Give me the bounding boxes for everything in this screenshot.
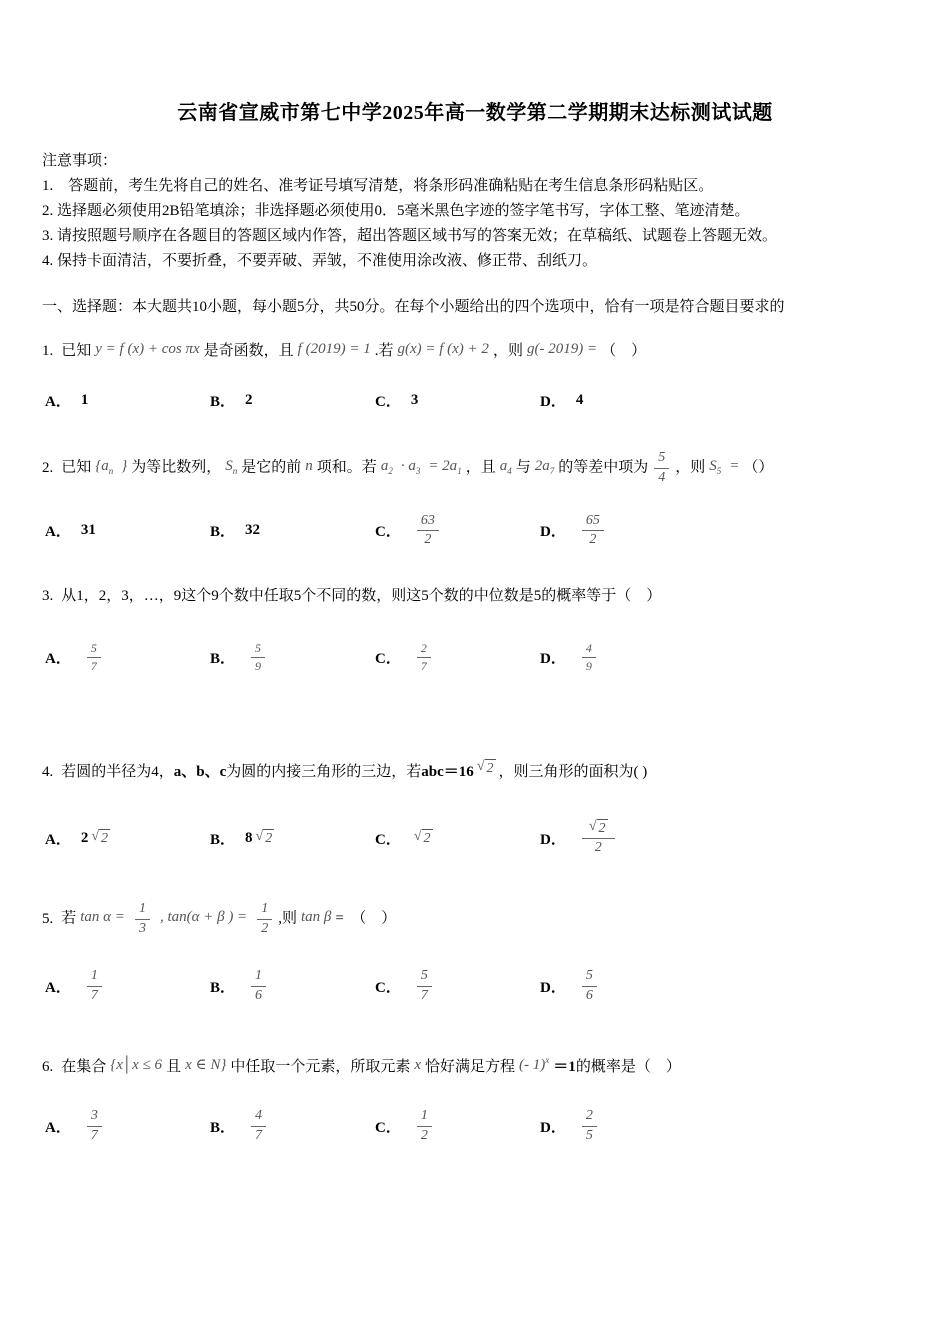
- fraction-numerator: [417, 641, 431, 657]
- fraction-denominator: [417, 658, 431, 673]
- fraction: [251, 968, 266, 1005]
- radical-sign-icon: √: [476, 758, 485, 774]
- text-run: 已知: [61, 343, 92, 359]
- bold-run: 3: [410, 391, 419, 408]
- superscript: x: [545, 1055, 550, 1066]
- bold-run: 4: [575, 391, 584, 408]
- option-label: A．: [45, 524, 71, 541]
- math-run: =: [729, 457, 740, 474]
- text-run: = （ ）: [335, 911, 397, 927]
- fraction-denominator: [87, 1127, 102, 1145]
- option: [540, 1108, 908, 1145]
- math-run: $a_2$: [380, 457, 393, 476]
- math-text: 5: [585, 967, 593, 983]
- bold-run: 2: [245, 391, 253, 408]
- question: [42, 581, 908, 673]
- text-run: ，则三角形的面积为( ): [498, 763, 648, 780]
- radical: [477, 759, 496, 778]
- option-value: [411, 641, 437, 673]
- option-label: D．: [540, 1120, 566, 1137]
- options-row: [42, 968, 908, 1005]
- math-text: 1: [90, 967, 98, 983]
- option-label: A．: [45, 650, 71, 667]
- math-run: x: [414, 1057, 422, 1074]
- fraction-denominator: [417, 531, 439, 549]
- option-value: [411, 829, 436, 848]
- math-text: 3: [138, 921, 146, 937]
- fraction-numerator: [87, 641, 101, 657]
- text-run: ,则: [278, 911, 297, 927]
- fraction-denominator: [417, 1127, 432, 1145]
- text-run: 在集合: [61, 1059, 107, 1076]
- option: [45, 390, 210, 411]
- option-value: [81, 968, 108, 1005]
- option: [45, 641, 210, 673]
- math-run: $2a_7$: [534, 457, 555, 476]
- math-text: 2: [486, 760, 494, 776]
- radicand: [263, 829, 274, 848]
- option-label: A．: [45, 979, 71, 996]
- fraction-denominator: [251, 987, 266, 1005]
- options-row: [42, 641, 908, 673]
- fraction-numerator: [582, 968, 597, 987]
- option-value: [576, 968, 603, 1005]
- fraction: [582, 968, 597, 1005]
- option-label: B．: [210, 979, 236, 996]
- text-run: 为圆的内接三角形的三边，若: [226, 763, 422, 780]
- bold-run: a、b、c: [173, 763, 227, 780]
- option-value: [245, 522, 260, 539]
- question-stem: [42, 450, 908, 487]
- math-run: tan α =: [80, 909, 125, 925]
- fraction-numerator: [87, 1108, 102, 1127]
- option-label: A．: [45, 1120, 71, 1137]
- math-text: 4: [585, 641, 592, 656]
- math-text: 7: [90, 987, 98, 1003]
- option-value: [81, 1108, 108, 1145]
- question-number: 6.: [42, 1059, 54, 1076]
- math-run: x ∈ N}: [185, 1057, 227, 1074]
- options-row: [42, 386, 908, 414]
- section-heading: 一、选择题：本大题共10小题，每小题5分，共50分。在每个小题给出的四个选项中，恰有一项是符合题目要求的: [42, 299, 785, 315]
- question-stem: [42, 1050, 908, 1082]
- math-run: n: [305, 457, 313, 474]
- math-text: 7: [420, 658, 427, 673]
- option: [45, 968, 210, 1005]
- option-label: D．: [540, 393, 566, 410]
- math-text: 63: [420, 512, 435, 528]
- math-run: tan β: [300, 909, 332, 925]
- text-run: 是它的前: [241, 459, 302, 476]
- math-run: f (2019) = 1: [297, 341, 371, 357]
- fraction: [135, 901, 150, 938]
- text-run: 中任取一个元素，所取元素: [230, 1059, 411, 1076]
- math-run: }: [121, 457, 128, 474]
- math-text: 2: [261, 921, 269, 937]
- question-stem: [42, 334, 908, 366]
- option: [375, 513, 540, 550]
- question-number: 5.: [42, 911, 54, 927]
- options-row: [42, 513, 908, 550]
- fraction: [257, 901, 272, 938]
- option-label: B．: [210, 650, 236, 667]
- question-number: 3.: [42, 588, 54, 605]
- text-run: .若: [374, 343, 394, 359]
- fraction-numerator: [582, 1108, 597, 1127]
- math-text: 5: [420, 967, 428, 983]
- bold-run: abc＝16: [421, 763, 474, 780]
- text-run: ，则: [675, 459, 706, 476]
- math-text: 6: [255, 987, 263, 1003]
- fraction: [654, 450, 669, 487]
- fraction-denominator: [87, 987, 102, 1005]
- option: [210, 520, 375, 541]
- option-label: B．: [210, 393, 236, 410]
- radicand: [485, 759, 496, 778]
- fraction-numerator: [417, 1108, 432, 1127]
- math-text: 3: [90, 1108, 98, 1124]
- subscript: n: [108, 465, 114, 476]
- text-run: ，则: [492, 343, 523, 359]
- option-label: D．: [540, 831, 566, 848]
- fraction: [417, 968, 432, 1005]
- option-label: C．: [375, 650, 401, 667]
- text-run: 若圆的半径为4，: [61, 763, 174, 780]
- math-text: 1: [420, 1108, 428, 1124]
- option-label: D．: [540, 979, 566, 996]
- math-run: $S_n$: [225, 457, 238, 476]
- math-run: · $a_3$: [400, 457, 421, 476]
- option: [210, 390, 375, 411]
- option: [45, 828, 210, 849]
- fraction-numerator: [417, 513, 439, 532]
- option: [375, 390, 540, 411]
- text-run: 若: [61, 911, 77, 927]
- radical: [256, 829, 275, 848]
- fraction: [251, 1108, 266, 1145]
- text-run: 为等比数列，: [131, 459, 222, 476]
- option-label: B．: [210, 831, 236, 848]
- subscript: 3: [415, 465, 421, 476]
- option-value: [576, 1108, 603, 1145]
- bold-run: ＝1: [553, 1059, 576, 1076]
- fraction-numerator: [135, 901, 150, 920]
- fraction: [582, 513, 604, 550]
- radical: [589, 819, 608, 838]
- math-text: 2: [420, 641, 427, 656]
- question: [42, 757, 908, 857]
- bold-run: 32: [245, 522, 261, 539]
- math-text: 7: [90, 658, 97, 673]
- bold-run: 8: [245, 829, 253, 846]
- math-text: 2: [423, 830, 431, 846]
- math-text: 9: [585, 658, 592, 673]
- fraction-numerator: [582, 513, 604, 532]
- subscript: 2: [388, 465, 393, 476]
- fraction-denominator: [582, 1127, 597, 1145]
- option: [45, 1108, 210, 1145]
- radical: [414, 829, 433, 848]
- math-text: 4: [658, 469, 666, 485]
- option-value: [576, 513, 610, 550]
- fraction-denominator: [257, 920, 272, 938]
- subscript: 7: [549, 465, 555, 476]
- math-text: 5: [255, 641, 262, 656]
- option: [540, 819, 908, 857]
- math-text: 7: [255, 1128, 263, 1144]
- bold-run: 31: [80, 522, 96, 539]
- fraction-numerator: [251, 641, 265, 657]
- fraction: [87, 1108, 102, 1145]
- option: [210, 1108, 375, 1145]
- fraction-numerator: [87, 968, 102, 987]
- option-value: [245, 392, 253, 409]
- bold-run: 2: [80, 829, 89, 846]
- questions-container: [42, 334, 908, 1145]
- fraction: [87, 641, 101, 673]
- math-text: 2: [424, 532, 432, 548]
- math-text: 6: [585, 987, 593, 1003]
- math-text: 5: [585, 1128, 593, 1144]
- math-text: 2: [101, 830, 109, 846]
- option-value: [576, 641, 602, 673]
- math-run: g(- 2019) =: [526, 341, 598, 357]
- text-run: 从1，2，3，…，9这个9个数中任取5个不同的数，则这5个数的中位数是5的概率等于（ ）: [61, 588, 662, 605]
- math-text: 1: [261, 901, 269, 917]
- text-run: 已知: [61, 459, 92, 476]
- option: [210, 828, 375, 849]
- option-value: [411, 968, 438, 1005]
- page-title: 云南省宣威市第七中学2025年高一数学第二学期期末达标测试试题: [177, 102, 773, 124]
- subscript: 5: [716, 465, 722, 476]
- option: [540, 641, 908, 673]
- math-run: = $2a_1$: [428, 457, 462, 476]
- math-text: 1: [138, 901, 146, 917]
- fraction: [417, 1108, 432, 1145]
- question-number: 1.: [42, 343, 54, 359]
- math-text: 2: [589, 532, 597, 548]
- fraction: [87, 968, 102, 1005]
- option-label: C．: [375, 979, 401, 996]
- option-label: D．: [540, 650, 566, 667]
- option-label: C．: [375, 524, 401, 541]
- math-run: {x│x ≤ 6: [110, 1057, 163, 1074]
- option-label: C．: [375, 1120, 401, 1137]
- option-value: [245, 829, 277, 848]
- fraction-numerator: [251, 968, 266, 987]
- question: [42, 901, 908, 1004]
- math-text: 7: [420, 987, 428, 1003]
- notice-section: [42, 149, 908, 274]
- text-run: 是奇函数，且: [203, 343, 294, 359]
- math-text: 65: [585, 512, 600, 528]
- option-value: [245, 1108, 272, 1145]
- fraction-numerator: [417, 968, 432, 987]
- math-text: 7: [90, 1128, 98, 1144]
- fraction-denominator: [251, 1127, 266, 1145]
- option: [540, 513, 908, 550]
- fraction-denominator: [417, 987, 432, 1005]
- fraction-numerator: [257, 901, 272, 920]
- option: [210, 641, 375, 673]
- text-run: （ ）: [601, 343, 647, 359]
- radicand: [597, 819, 608, 838]
- math-text: 1: [255, 967, 263, 983]
- fraction: [582, 819, 615, 857]
- text-run: 恰好满足方程: [425, 1059, 516, 1076]
- option: [375, 828, 540, 849]
- options-row: [42, 1108, 908, 1145]
- option-label: C．: [375, 393, 401, 410]
- fraction-numerator: [654, 450, 669, 469]
- math-run: y = f (x) + cos πx: [95, 341, 200, 357]
- question-number: 2.: [42, 459, 54, 476]
- radical-sign-icon: √: [588, 818, 597, 834]
- math-text: 5: [658, 450, 666, 465]
- option-value: [576, 819, 621, 857]
- math-text: 2: [598, 820, 606, 836]
- options-row: [42, 819, 908, 857]
- subscript: 4: [507, 465, 512, 476]
- radical-sign-icon: √: [91, 828, 100, 844]
- question-stem: [42, 757, 908, 787]
- math-run: $a_4$: [499, 457, 512, 476]
- math-run: {$a_n$: [95, 457, 114, 476]
- radicand: [422, 829, 433, 848]
- option: [540, 390, 908, 411]
- fraction-denominator: [654, 469, 669, 487]
- option-value: [81, 522, 96, 539]
- math-text: 2: [420, 1128, 428, 1144]
- option: [210, 968, 375, 1005]
- option: [375, 641, 540, 673]
- option-label: D．: [540, 524, 566, 541]
- fraction: [582, 1108, 597, 1145]
- math-run: g(x) = f (x) + 2: [397, 341, 489, 357]
- radical-sign-icon: √: [413, 828, 422, 844]
- fraction: [582, 641, 596, 673]
- text-run: 与: [515, 459, 531, 476]
- math-text: 2: [594, 840, 602, 856]
- option: [45, 520, 210, 541]
- math-run: $S_5$: [709, 457, 722, 476]
- radicand: [99, 829, 110, 848]
- fraction-denominator: [582, 658, 596, 673]
- text-run: （）: [743, 459, 774, 476]
- math-text: 2: [265, 830, 273, 846]
- notice-item: 3. 请按照题号顺序在各题目的答题区域内作答，超出答题区域书写的答案无效；在草稿纸、试题卷上答题无效。: [42, 228, 778, 244]
- notice-heading: 注意事项：: [42, 153, 118, 169]
- text-run: 且: [166, 1059, 182, 1076]
- option-value: [245, 968, 272, 1005]
- radical: [91, 829, 110, 848]
- text-run: 的等差中项为: [558, 459, 649, 476]
- question-stem: [42, 901, 908, 938]
- fraction-denominator: [87, 658, 101, 673]
- subscript: 1: [457, 465, 462, 476]
- fraction-denominator: [582, 839, 615, 857]
- fraction: [251, 641, 265, 673]
- fraction-denominator: [582, 987, 597, 1005]
- notice-item: 2. 选择题必须使用2B铅笔填涂；非选择题必须使用0．5毫米黑色字迹的签字笔书写，字体工整、笔迹清楚。: [42, 203, 750, 219]
- question: [42, 450, 908, 549]
- math-run: (- 1)$^x$: [519, 1055, 550, 1074]
- option-label: B．: [210, 1120, 236, 1137]
- option-value: [245, 641, 271, 673]
- option-value: [81, 829, 113, 848]
- question-number: 4.: [42, 763, 54, 780]
- option-value: [81, 641, 107, 673]
- text-run: 的概率是（ ）: [575, 1059, 681, 1076]
- text-run: 项和。若: [316, 459, 377, 476]
- option-label: A．: [45, 393, 71, 410]
- fraction-denominator: [251, 658, 265, 673]
- option-value: [411, 513, 445, 550]
- fraction: [417, 641, 431, 673]
- text-run: ，且: [465, 459, 496, 476]
- question: [42, 1050, 908, 1145]
- option-value: [576, 392, 584, 409]
- subscript: n: [232, 465, 238, 476]
- fraction-numerator: [251, 1108, 266, 1127]
- option: [375, 1108, 540, 1145]
- fraction-numerator: [582, 819, 615, 840]
- math-text: 5: [90, 641, 97, 656]
- option-label: A．: [45, 831, 71, 848]
- option: [375, 968, 540, 1005]
- option-value: [411, 392, 419, 409]
- fraction-denominator: [135, 920, 150, 938]
- bold-run: 1: [80, 391, 89, 408]
- option-label: B．: [210, 524, 236, 541]
- option-label: C．: [375, 831, 401, 848]
- math-run: , tan(α + β ) =: [159, 909, 248, 925]
- option-value: [81, 392, 89, 409]
- option: [540, 968, 908, 1005]
- question: [42, 334, 908, 414]
- fraction: [417, 513, 439, 550]
- notice-list: [42, 174, 908, 274]
- question-stem: [42, 581, 908, 611]
- fraction-denominator: [582, 531, 604, 549]
- math-text: 9: [255, 658, 262, 673]
- notice-item: 1. 答题前，考生先将自己的姓名、准考证号填写清楚，将条形码准确粘贴在考生信息条形码粘贴区。: [42, 178, 714, 194]
- option-value: [411, 1108, 438, 1145]
- math-text: 2: [585, 1108, 593, 1124]
- fraction-numerator: [582, 641, 596, 657]
- notice-item: 4. 保持卡面清洁，不要折叠，不要弄破、弄皱，不准使用涂改液、修正带、刮纸刀。: [42, 253, 598, 269]
- math-text: 4: [255, 1108, 263, 1124]
- radical-sign-icon: √: [255, 828, 264, 844]
